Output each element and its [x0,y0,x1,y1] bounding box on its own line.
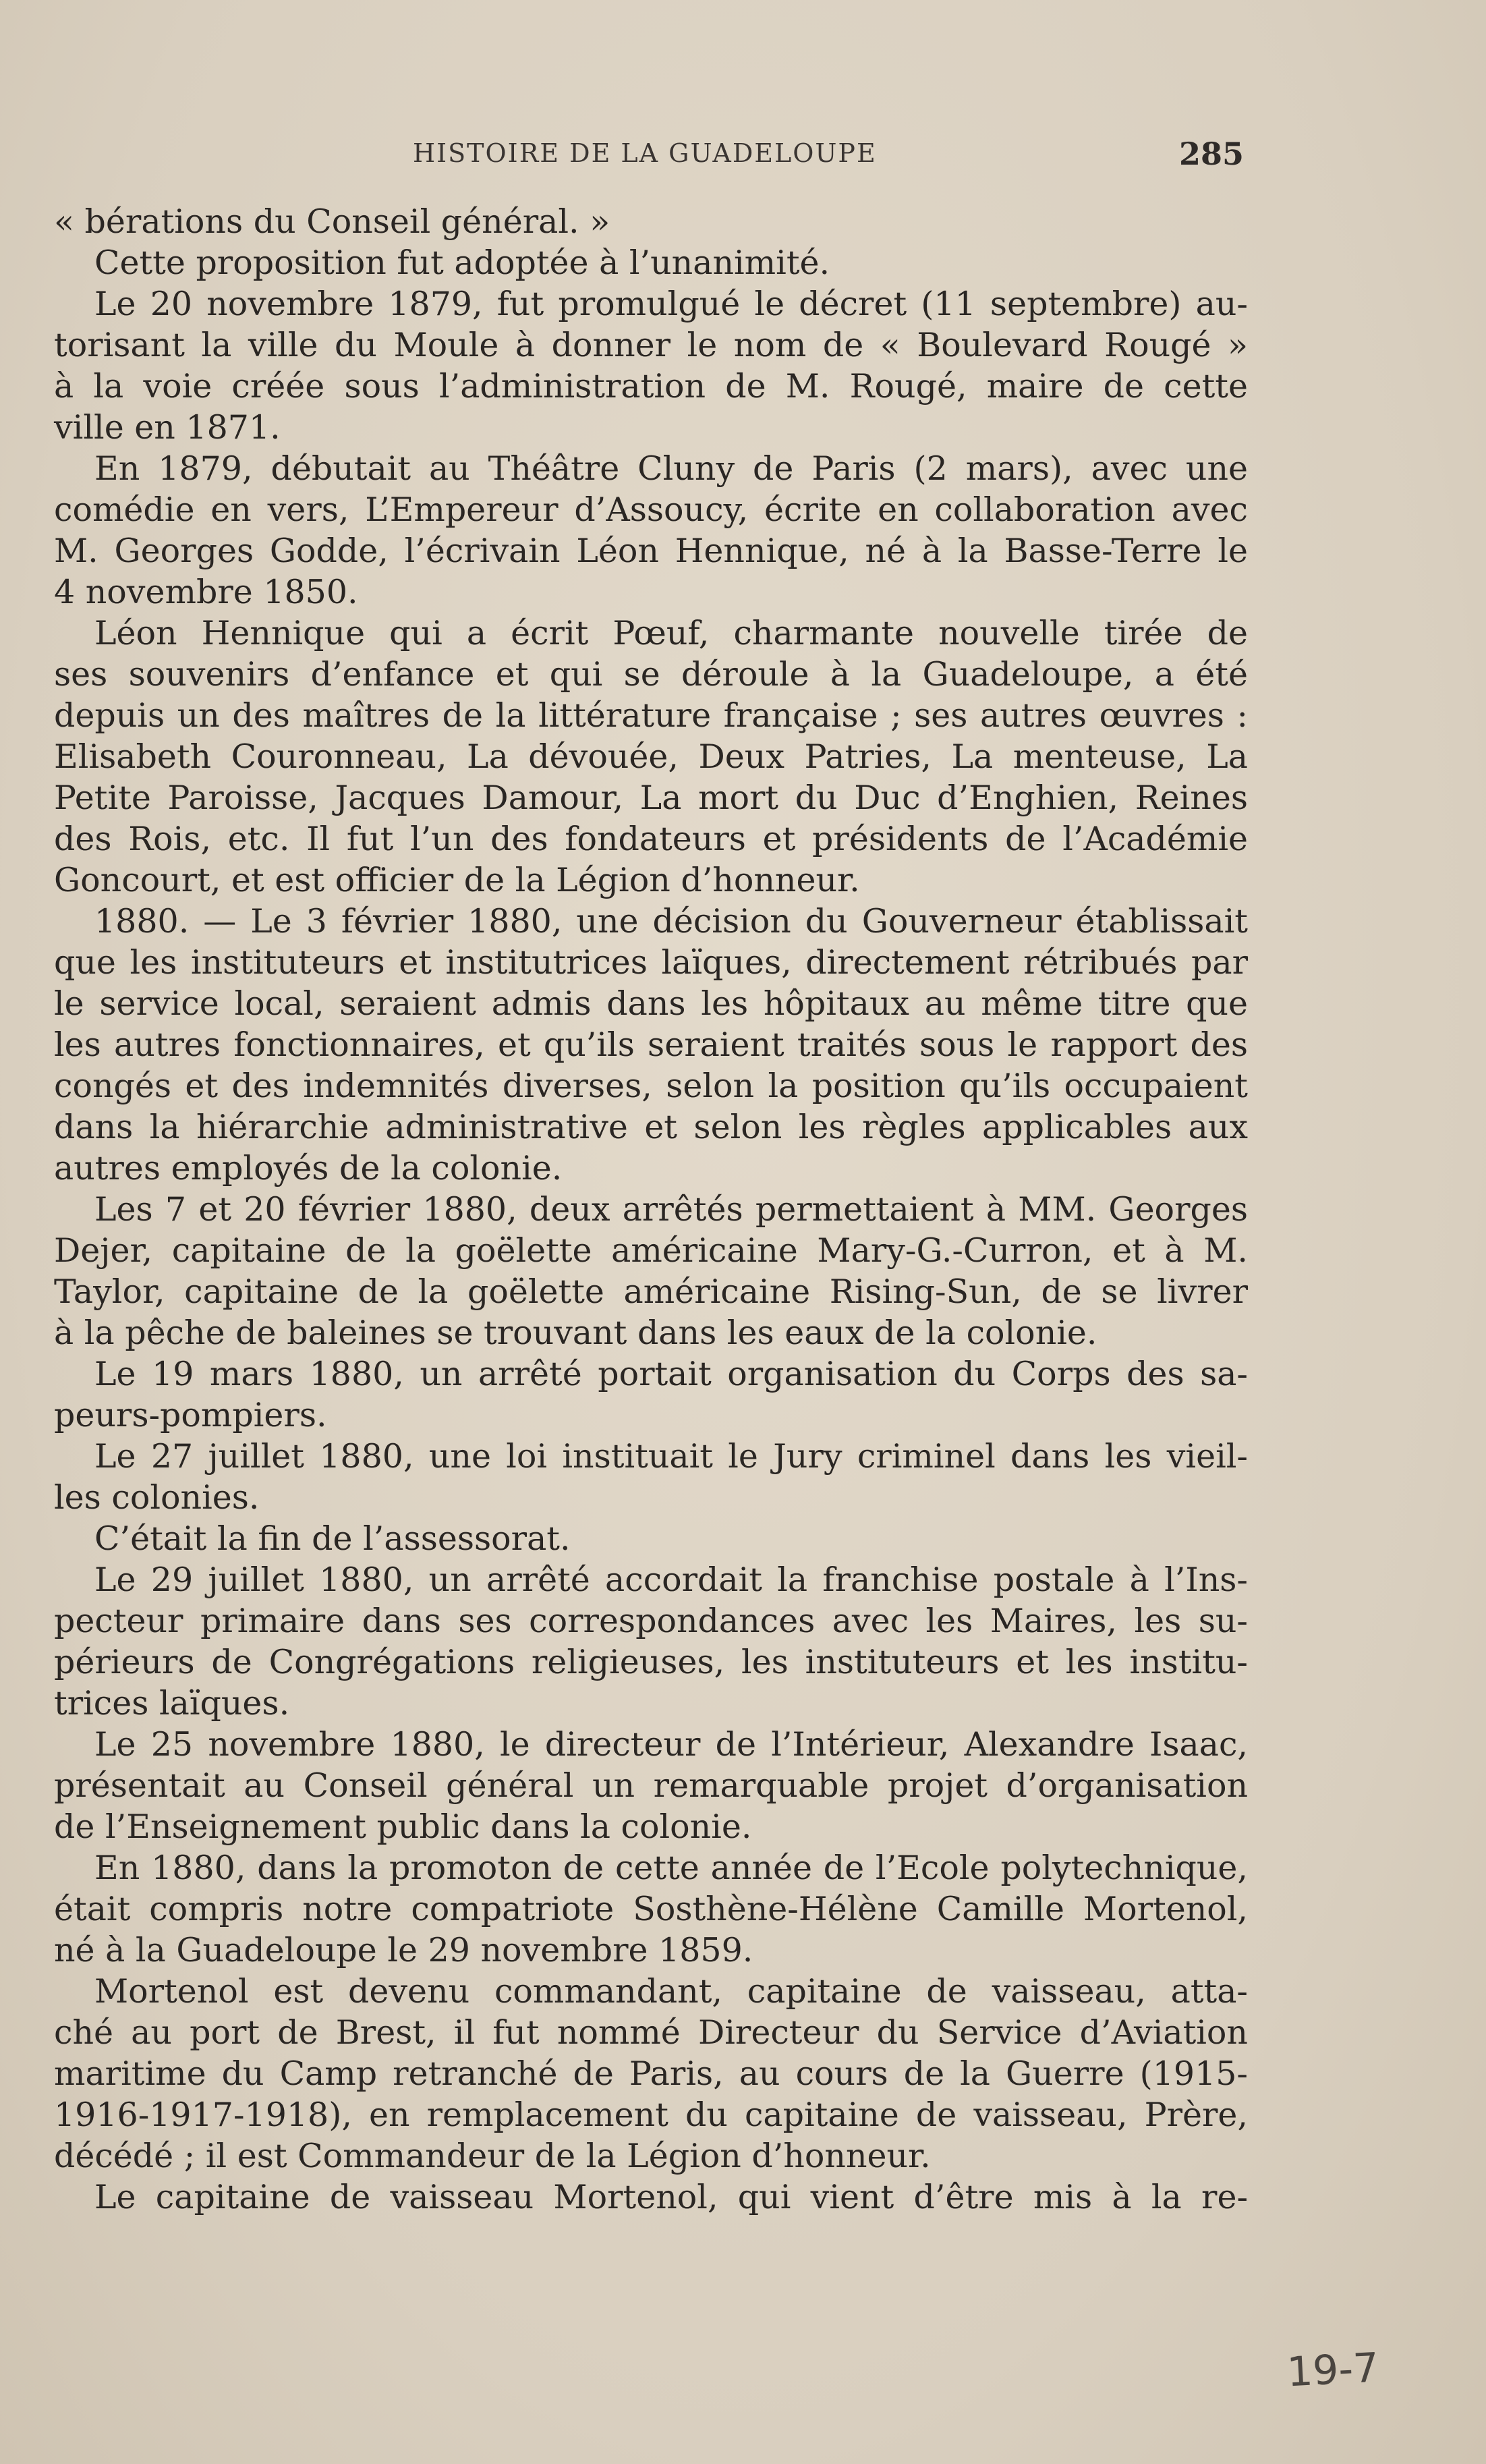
text-line: « bérations du Conseil général. » [54,202,610,241]
text-line: Le 19 mars 1880, un arrêté portait organisation du Corps des sa- [94,1355,1248,1393]
text-line: Goncourt, et est officier de la Légion d’honneur. [54,861,860,899]
text-line: Le 25 novembre 1880, le directeur de l’Intérieur, Alexandre Isaac, [94,1725,1248,1764]
text-line: autres employés de la colonie. [54,1149,563,1187]
text-line: Petite Paroisse, Jacques Damour, La mort du Duc d’Enghien, Reines [54,779,1248,817]
text-line: à la pêche de baleines se trouvant dans les eaux de la colonie. [54,1314,1097,1352]
text-line: pecteur primaire dans ses correspondances avec les Maires, les su- [54,1602,1248,1640]
text-line: présentait au Conseil général un remarquable projet d’organisation [54,1766,1248,1805]
text-line: que les instituteurs et institutrices laïques, directement rétribués par [54,943,1248,982]
text-line: M. Georges Godde, l’écrivain Léon Hennique, né à la Basse-Terre le [54,532,1248,570]
text-line: Taylor, capitaine de la goëlette américaine Rising-Sun, de se livrer [54,1272,1248,1311]
text-line: ville en 1871. [54,408,281,447]
text-line: était compris notre compatriote Sosthène-Hélène Camille Mortenol, [54,1890,1248,1928]
text-line: En 1879, débutait au Théâtre Cluny de Paris (2 mars), avec une [94,449,1248,488]
text-line: ses souvenirs d’enfance et qui se déroule à la Guadeloupe, a été [54,655,1248,694]
text-line: 4 novembre 1850. [54,573,358,611]
text-line: Elisabeth Couronneau, La dévouée, Deux Patries, La menteuse, La [54,737,1248,776]
text-line: 1880. — Le 3 février 1880, une décision du Gouverneur établissait [94,902,1248,941]
running-title: HISTOIRE DE LA GUADELOUPE [413,138,877,168]
text-line: peurs-pompiers. [54,1396,327,1434]
text-line: maritime du Camp retranché de Paris, au cours de la Guerre (1915- [54,2054,1248,2093]
text-line: 1916-1917-1918), en remplacement du capitaine de vaisseau, Prère, [54,2096,1248,2134]
text-line: de l’Enseignement public dans la colonie. [54,1808,752,1846]
text-line: torisant la ville du Moule à donner le nom de « Boulevard Rougé » [54,326,1248,364]
text-line: Le 20 novembre 1879, fut promulgué le décret (11 septembre) au- [94,285,1248,323]
text-line: En 1880, dans la promoton de cette année de l’Ecole polytechnique, [94,1849,1248,1887]
handwritten-note: 19-7 [1286,2344,1380,2397]
text-line: trices laïques. [54,1684,290,1723]
text-line: à la voie créée sous l’administration de M. Rougé, maire de cette [54,367,1248,405]
text-line: Le 27 juillet 1880, une loi instituait le Jury criminel dans les vieil- [94,1437,1248,1476]
text-line: ché au port de Brest, il fut nommé Directeur du Service d’Aviation [54,2013,1248,2052]
text-line: Mortenol est devenu commandant, capitaine de vaisseau, atta- [94,1972,1248,2011]
text-line: né à la Guadeloupe le 29 novembre 1859. [54,1931,753,1969]
text-line: dans la hiérarchie administrative et selon les règles applicables aux [54,1108,1248,1146]
text-line: congés et des indemnités diverses, selon la position qu’ils occupaient [54,1067,1248,1105]
text-line: comédie en vers, L’Empereur d’Assoucy, écrite en collaboration avec [54,491,1248,529]
text-line: périeurs de Congrégations religieuses, les instituteurs et les institu- [54,1643,1248,1681]
text-line: les colonies. [54,1478,260,1517]
text-line: Le capitaine de vaisseau Mortenol, qui vient d’être mis à la re- [94,2178,1248,2216]
page-number: 285 [1178,136,1244,172]
text-line: Les 7 et 20 février 1880, deux arrêtés permettaient à MM. Georges [94,1190,1248,1229]
text-line: Le 29 juillet 1880, un arrêté accordait la franchise postale à l’Ins- [94,1561,1248,1599]
text-line: le service local, seraient admis dans les hôpitaux au même titre que [54,984,1248,1023]
page-header [413,138,1244,179]
text-line: depuis un des maîtres de la littérature française ; ses autres œuvres : [54,696,1248,735]
text-line: des Rois, etc. Il fut l’un des fondateurs et présidents de l’Académie [54,820,1248,858]
text-line: Léon Hennique qui a écrit Pœuf, charmante nouvelle tirée de [94,614,1248,652]
text-line: décédé ; il est Commandeur de la Légion d’honneur. [54,2137,931,2175]
text-line: Dejer, capitaine de la goëlette américaine Mary-G.-Curron, et à M. [54,1231,1248,1270]
text-line: les autres fonctionnaires, et qu’ils seraient traités sous le rapport des [54,1026,1248,1064]
text-line: C’était la fin de l’assessorat. [94,1519,571,1558]
body-text [54,201,1248,2218]
text-line: Cette proposition fut adoptée à l’unanimité. [94,244,830,282]
